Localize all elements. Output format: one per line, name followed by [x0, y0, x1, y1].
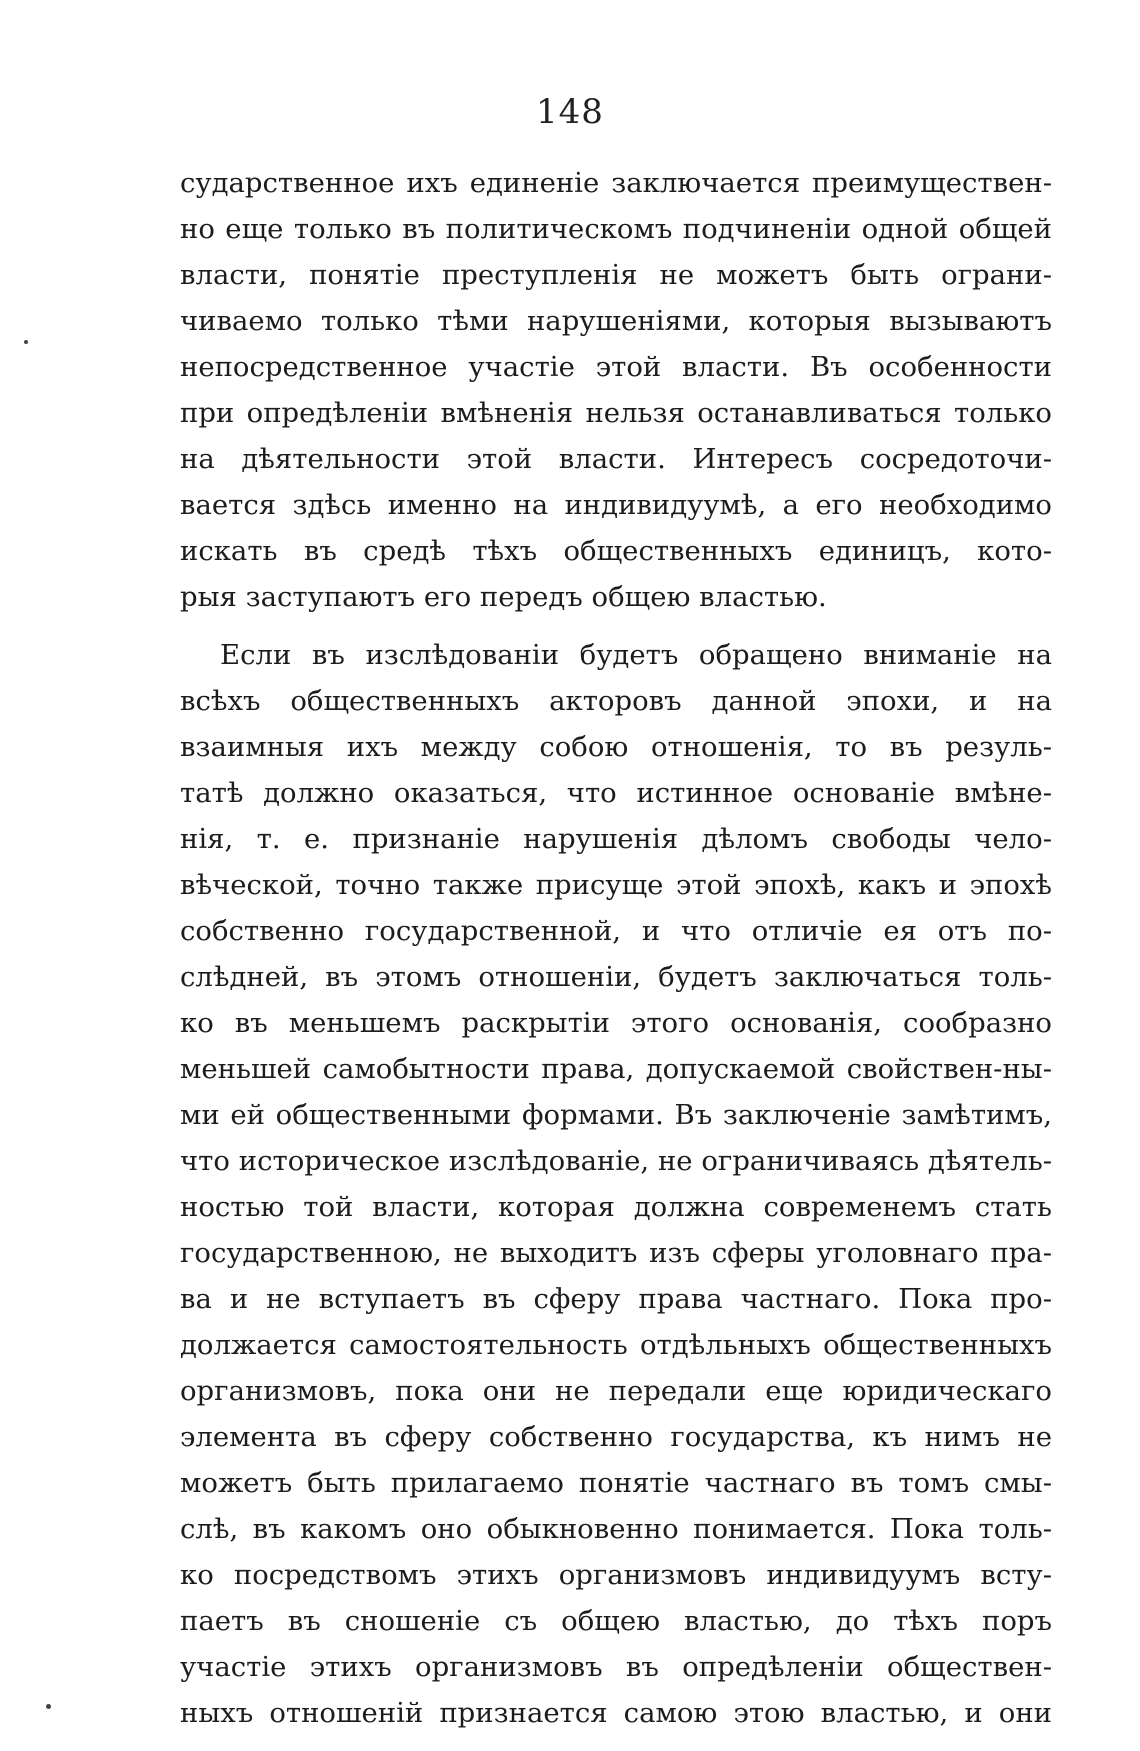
text-line: элемента въ сферу собственно государства, къ нимъ не	[180, 1421, 1052, 1453]
text-line: рыя заступаютъ его передъ общею властью.	[180, 581, 827, 613]
text-line: ко въ меньшемъ раскрытіи этого основанія, сообразно	[180, 1007, 1052, 1039]
paragraph-1	[180, 160, 1052, 620]
text-line: ва и не вступаетъ въ сферу права частнаго. Пока про-	[180, 1283, 1052, 1315]
text-line: можетъ быть прилагаемо понятіе частнаго въ томъ смы-	[180, 1467, 1052, 1499]
text-line: вается здѣсь именно на индивидуумѣ, а его необходимо	[180, 489, 1052, 521]
paragraph-2	[180, 632, 1052, 1736]
text-line: искать въ средѣ тѣхъ общественныхъ единицъ, кото-	[180, 535, 1052, 567]
text-line: сударственное ихъ единеніе заключается преимуществен-	[180, 167, 1052, 199]
text-line: Если въ изслѣдованіи будетъ обращено вниманіе на	[220, 639, 1052, 671]
text-line: власти, понятіе преступленія не можетъ быть ограни-	[180, 259, 1052, 291]
text-line: взаимныя ихъ между собою отношенія, то въ резуль-	[180, 731, 1052, 763]
page-number: 148	[536, 92, 604, 132]
text-line: что историческое изслѣдованіе, не ограничиваясь дѣятель-	[180, 1145, 1052, 1177]
text-line: на дѣятельности этой власти. Интересъ сосредоточи-	[180, 443, 1052, 475]
scan-speck	[46, 1704, 51, 1709]
text-line: участіе этихъ организмовъ въ опредѣленіи обществен-	[180, 1651, 1052, 1683]
text-line: ныхъ отношеній признается самою этою властью, и они	[180, 1697, 1052, 1729]
text-line: вѣческой, точно также присуще этой эпохѣ, какъ и эпохѣ	[180, 869, 1052, 901]
text-line: государственною, не выходитъ изъ сферы уголовнаго пра-	[180, 1237, 1052, 1269]
text-line: всѣхъ общественныхъ акторовъ данной эпохи, и на	[180, 685, 1052, 717]
text-line: ми ей общественными формами. Въ заключеніе замѣтимъ,	[180, 1099, 1052, 1131]
text-line: меньшей самобытности права, допускаемой свойствен-ны-	[180, 1053, 1052, 1085]
text-line: но еще только въ политическомъ подчиненіи одной общей	[180, 213, 1052, 245]
text-line: ко посредствомъ этихъ организмовъ индивидуумъ всту-	[180, 1559, 1052, 1591]
text-line: слѣ, въ какомъ оно обыкновенно понимается. Пока толь-	[180, 1513, 1052, 1545]
text-line: должается самостоятельность отдѣльныхъ общественныхъ	[180, 1329, 1052, 1361]
text-line: ностью той власти, которая должна современемъ стать	[180, 1191, 1052, 1223]
scan-speck	[24, 340, 28, 344]
text-line: слѣдней, въ этомъ отношеніи, будетъ заключаться толь-	[180, 961, 1052, 993]
body-text	[180, 160, 1052, 1736]
text-line: нія, т. е. признаніе нарушенія дѣломъ свободы чело-	[180, 823, 1052, 855]
text-line: паетъ въ сношеніе съ общею властью, до тѣхъ поръ	[180, 1605, 1052, 1637]
paragraph-gap	[180, 620, 1052, 632]
text-line: чиваемо только тѣми нарушеніями, которыя вызываютъ	[180, 305, 1052, 337]
text-line: собственно государственной, и что отличіе ея отъ по-	[180, 915, 1052, 947]
text-line: непосредственное участіе этой власти. Въ особенности	[180, 351, 1052, 383]
text-line: при опредѣленіи вмѣненія нельзя останавливаться только	[180, 397, 1052, 429]
text-line: татѣ должно оказаться, что истинное основаніе вмѣне-	[180, 777, 1052, 809]
text-line: организмовъ, пока они не передали еще юридическаго	[180, 1375, 1052, 1407]
